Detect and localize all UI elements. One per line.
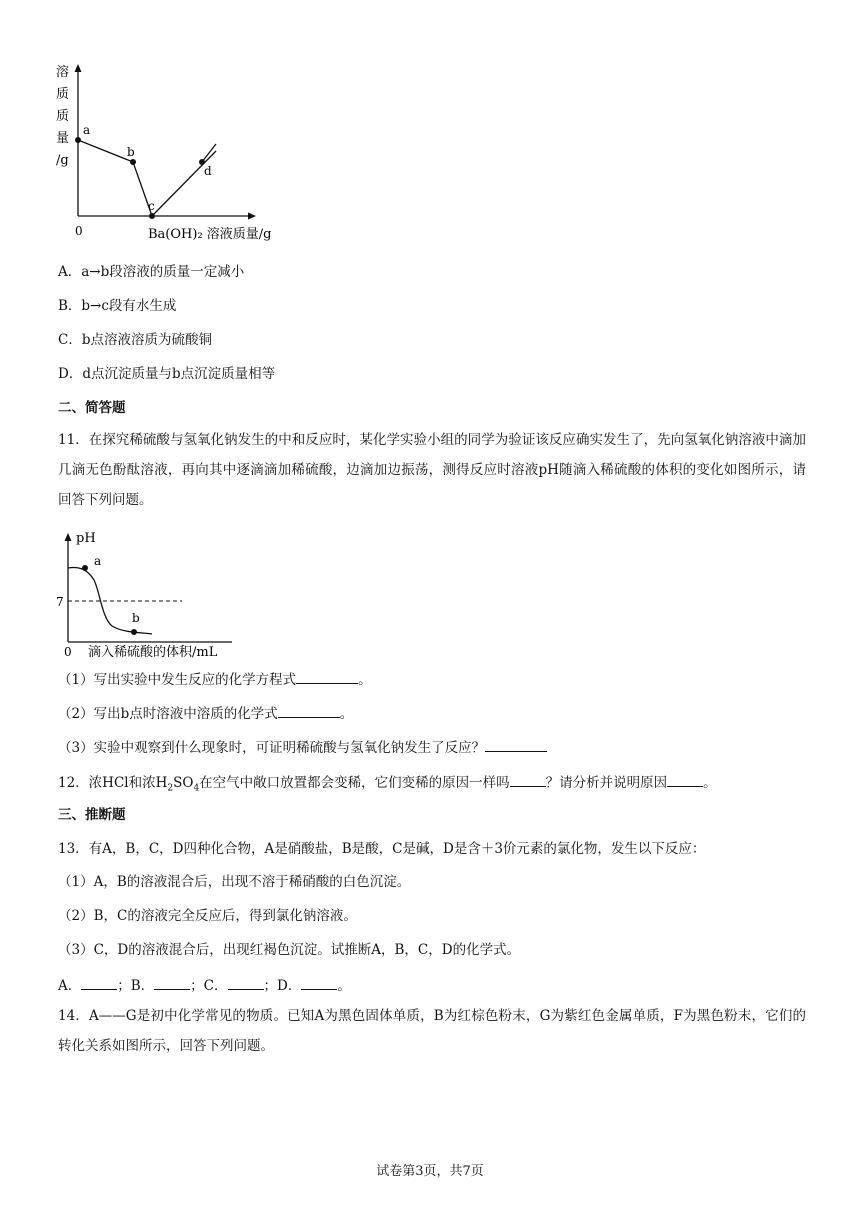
answer-blank-a[interactable] [81,975,117,990]
question-11-sub1 [58,669,372,689]
y-label-char: 量 [56,131,70,146]
answer-blank[interactable] [510,772,546,787]
answer-blank[interactable] [667,772,703,787]
sub2-text: （2）写出b点时溶液中溶质的化学式 [58,706,278,722]
y-axis-label: pH [76,531,96,546]
question-13-sub1: （1）A，B的溶液混合后，出现不溶于稀硝酸的白色沉淀。 [58,874,411,890]
answer-blank-c[interactable] [228,975,264,990]
y-label-char: /g [56,153,69,168]
question-13-stem: 13．有A，B，C，D四种化合物，A是硝酸盐，B是酸，C是碱，D是含＋3价元素的氯化物，发生以下反应： [58,841,706,857]
question-11-sub3 [58,737,547,757]
point-a-label: a [94,554,102,568]
sub2-end: 。 [339,706,354,722]
option-c: C．b点溶液溶质为硫酸铜 [58,332,212,348]
point-c-label: c [148,199,155,213]
q12-text: 12．浓HCl和浓H [58,775,168,791]
answer-d-label: ；D． [263,978,302,994]
x-axis-label: Ba(OH)₂ 溶液质量/g [148,227,272,242]
answer-end: 。 [337,978,351,994]
answer-blank[interactable] [278,703,340,718]
point-b-label: b [127,145,135,159]
answer-c-label: ；C． [190,978,228,994]
ref-value-label: 7 [56,595,64,609]
q12-text: SO [173,775,194,791]
solute-mass-chart [50,58,290,248]
q12-text: 在空气中敞口放置都会变稀，它们变稀的原因一样吗 [199,775,510,791]
ph-chart [52,528,262,658]
point-a-label: a [83,123,91,137]
question-11-sub2 [58,703,353,723]
option-a: A．a→b段溶液的质量一定减小 [58,264,245,280]
answer-b-label: ；B． [117,978,155,994]
q12-subscript: 2 [167,783,174,794]
point-b [131,629,137,635]
question-13-sub3: （3）C，D的溶液混合后，出现红褐色沉淀。试推断A，B，C，D的化学式。 [58,942,521,958]
question-13-sub2: （2）B，C的溶液完全反应后，得到氯化钠溶液。 [58,908,357,924]
section-heading-short-answer: 二、简答题 [58,400,126,416]
q12-text: 。 [703,775,717,791]
section-heading-inference: 三、推断题 [58,807,126,823]
point-a [75,137,81,143]
x-axis-arrow [248,213,256,220]
y-label-char: 质 [56,87,70,102]
point-d-label: d [204,164,212,178]
page-footer: 试卷第3页，共7页 [376,1164,484,1179]
answer-a-label: A． [58,978,82,994]
sub3-text: （3）实验中观察到什么现象时，可证明稀硫酸与氢氧化钠发生了反应？ [58,740,486,756]
point-b-label: b [132,611,140,625]
q12-text: ？请分析并说明原因 [545,775,668,791]
y-label-char: 溶 [56,65,70,80]
point-b [130,159,136,165]
origin-label: 0 [75,224,83,238]
option-b: B．b→c段有水生成 [58,298,177,314]
question-12 [58,772,717,798]
solute-mass-line [78,140,216,216]
x-axis-label: 滴入稀硫酸的体积/mL [88,645,218,658]
option-d: D．d点沉淀质量与b点沉淀质量相等 [58,366,276,382]
question-14-stem: 14．A——G是初中化学常见的物质。已知A为黑色固体单质，B为红棕色粉末，G为紫红色金属单质，F为黑色粉末，它们的转化关系如图所示，回答下列问题。 [58,1008,806,1054]
q12-subscript: 4 [193,783,200,794]
answer-blank[interactable] [296,669,358,684]
origin-label: 0 [64,645,72,658]
answer-blank-b[interactable] [154,975,190,990]
y-axis-arrow [65,533,72,541]
question-13-answers [58,975,351,995]
sub1-end: 。 [358,672,372,688]
question-11-stem: 11．在探究稀硫酸与氢氧化钠发生的中和反应时，某化学实验小组的同学为验证该反应确实发生了，先向氢氧化钠溶液中滴加几滴无色酚酞溶液，再向其中逐滴滴加稀硫酸，边滴加边振荡，测得反应时溶液pH随滴入稀硫酸的体积的变化如图所示，请回答下列问题。 [58,432,806,508]
y-axis-arrow [75,64,82,72]
point-a [82,565,88,571]
y-label-char: 质 [56,109,70,124]
sub1-text: （1）写出实验中发生反应的化学方程式 [58,672,297,688]
point-c [149,213,155,219]
answer-blank[interactable] [485,737,547,752]
answer-blank-d[interactable] [301,975,337,990]
